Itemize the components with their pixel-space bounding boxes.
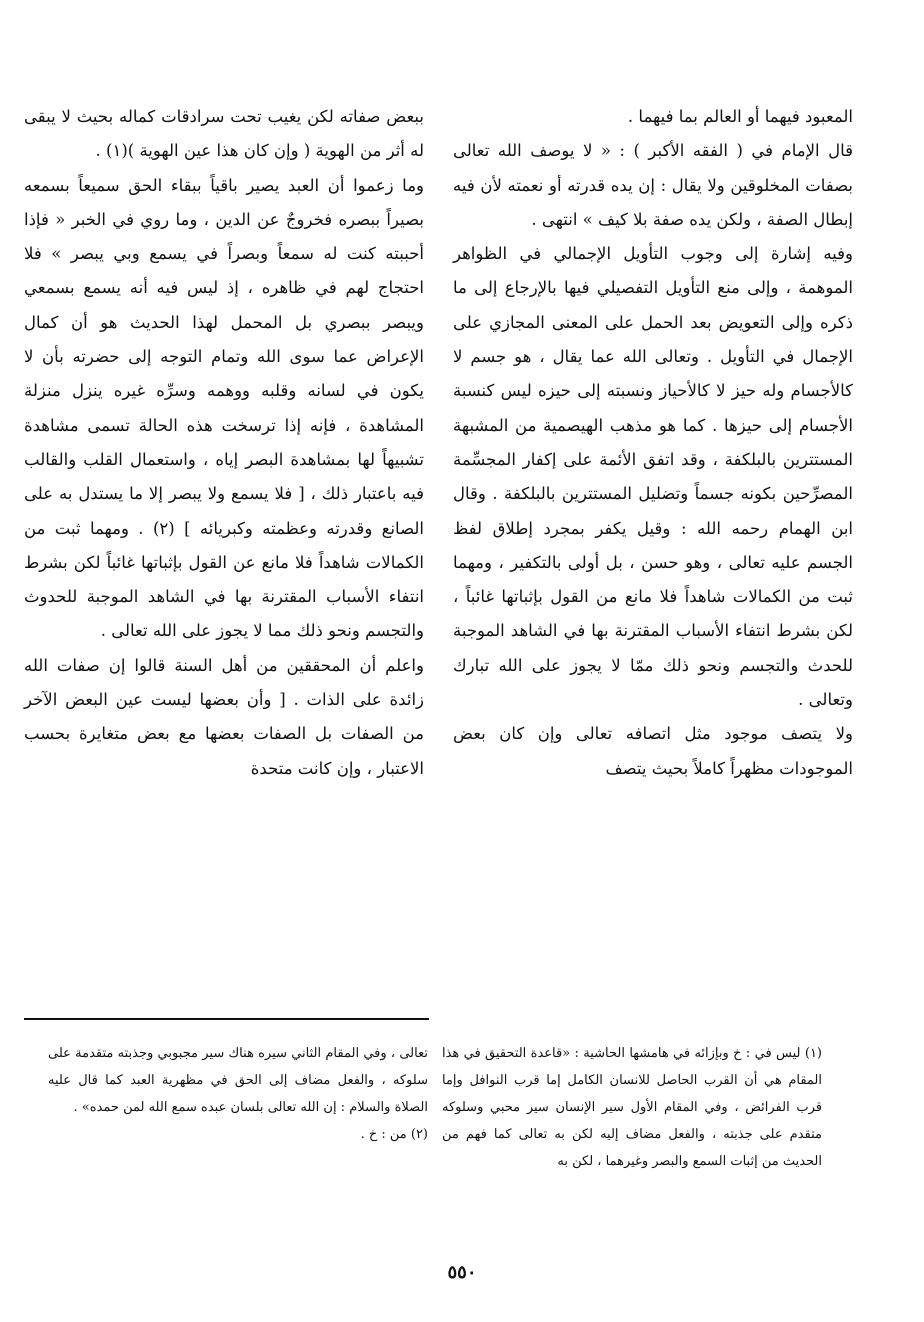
paragraph: واعلم أن المحققين من أهل السنة قالوا إن صفات الله زائدة على الذات . [ وأن بعضها ليست عين البعض الآخر من الصفات بل الصفات بعضها مع بعض متغايرة بحسب الاعتبار ، وإن كانت متحدة (24, 655, 424, 778)
footnote-separator (24, 1018, 429, 1020)
paragraph: ولا يتصف موجود مثل اتصافه تعالى وإن كان بعض الموجودات مظهراً كاملاً بحيث يتصف (453, 724, 853, 778)
page-number: ٥٥٠ (447, 1262, 477, 1283)
paragraph: ببعض صفاته لكن يغيب تحت سرادقات كماله بحيث لا يبقى له أثر من الهوية ( وإن كان هذا عين الهوية )(١) . (24, 107, 424, 161)
main-text-left-column (24, 100, 424, 786)
footnote: (٢) من : خ . (360, 1127, 428, 1142)
footnotes-left-column (48, 1040, 428, 1148)
footnotes-right-column (442, 1040, 822, 1175)
paragraph: وما زعموا أن العبد يصير باقياً ببقاء الحق سميعاً بسمعه بصيراً ببصره فخروجٌ عن الدين ، وما روي في الخبر « فإذا أحببته كنت له سمعاً وبصراً في يسمع وبي يبصر » فلا احتجاج لهم في ظاهره ، إذ ليس فيه أنه يسمع بسمعي ويبصر ببصري بل المحمل لهذا الحديث هو أن كمال الإعراض عما سوى الله وتمام التوجه إلى حضرته بأن لا يكون في لسانه وقلبه ووهمه وسرِّه غيره ينزل منزلة المشاهدة ، فإنه إذا ترسخت هذه الحالة تسمى مشاهدة تشبيهاً لها بمشاهدة البصر إياه ، واستعمال القلب والقالب فيه باعتبار ذلك ، [ فلا يسمع ولا يبصر إلا ما يستدل به على الصانع وقدرته وعظمته وكبريائه ] (٢) . ومهما ثبت من الكمالات شاهداً فلا مانع عن القول بإثباتها غائباً لكن بشرط انتفاء الأسباب المقترنة بها في الشاهد الموجبة للحدوث والتجسم ونحو ذلك مما لا يجوز على الله تعالى . (24, 175, 424, 641)
paragraph: قال الإمام في ( الفقه الأكبر ) : « لا يوصف الله تعالى بصفات المخلوقين ولا يقال : إن يده قدرته أو نعمته لأن فيه إبطال الصفة ، ولكن يده صفة بلا كيف » انتهى . (453, 141, 853, 229)
footnote: تعالى ، وفي المقام الثاني سيره هناك سير مجبوبي وجذبته متقدمة على سلوكه ، والفعل مضاف إلى الحق في مظهرية العبد كما قال عليه الصلاة والسلام : إن الله تعالى بلسان عبده سمع الله لمن حمده» . (48, 1046, 428, 1115)
paragraph: وفيه إشارة إلى وجوب التأويل الإجمالي في الظواهر الموهمة ، وإلى منع التأويل التفصيلي فيها بالإرجاع إلى ما ذكره وإلى التعويض بعد الحمل على المعنى المجازي على الإجمال في التأويل . وتعالى الله عما يقال ، هو جسم لا كالأجسام وله حيز لا كالأحياز ونسبته إلى حيزه ليس كنسبة الأجسام إلى حيزها . كما هو مذهب الهيصمية من المشبهة المستترين بالبلكفة ، وقد اتفق الأئمة على إكفار المجسِّمة المصرِّحين بكونه جسماً وتضليل المستترين بالبلكفة . وقال ابن الهمام رحمه الله : وقيل يكفر بمجرد إطلاق لفظ الجسم عليه تعالى ، وهو حسن ، بل أولى بالتكفير ، ومهما ثبت من الكمالات شاهداً فلا مانع من القول بإثباتها غائباً ، لكن بشرط انتفاء الأسباب المقترنة بها في الشاهد الموجبة للحدث والتجسم ونحو ذلك ممّا لا يجوز على الله تبارك وتعالى . (453, 244, 853, 710)
footnote: (١) ليس في : خ وبإزائه في هامشها الحاشية : «قاعدة التحقيق في هذا المقام هي أن القرب الحاصل للانسان الكامل إما قرب النوافل وإما قرب الفرائض ، وفي المقام الأول سير الإنسان سير محبي وسلوكه متقدم على جذبته ، والفعل مضاف إليه لكن به تعالى كما فهم من الحديث من إثبات السمع والبصر وغيرهما ، لكن به (442, 1046, 822, 1169)
main-text-right-column (453, 100, 853, 786)
paragraph: المعبود فيهما أو العالم بما فيهما . (627, 107, 853, 126)
